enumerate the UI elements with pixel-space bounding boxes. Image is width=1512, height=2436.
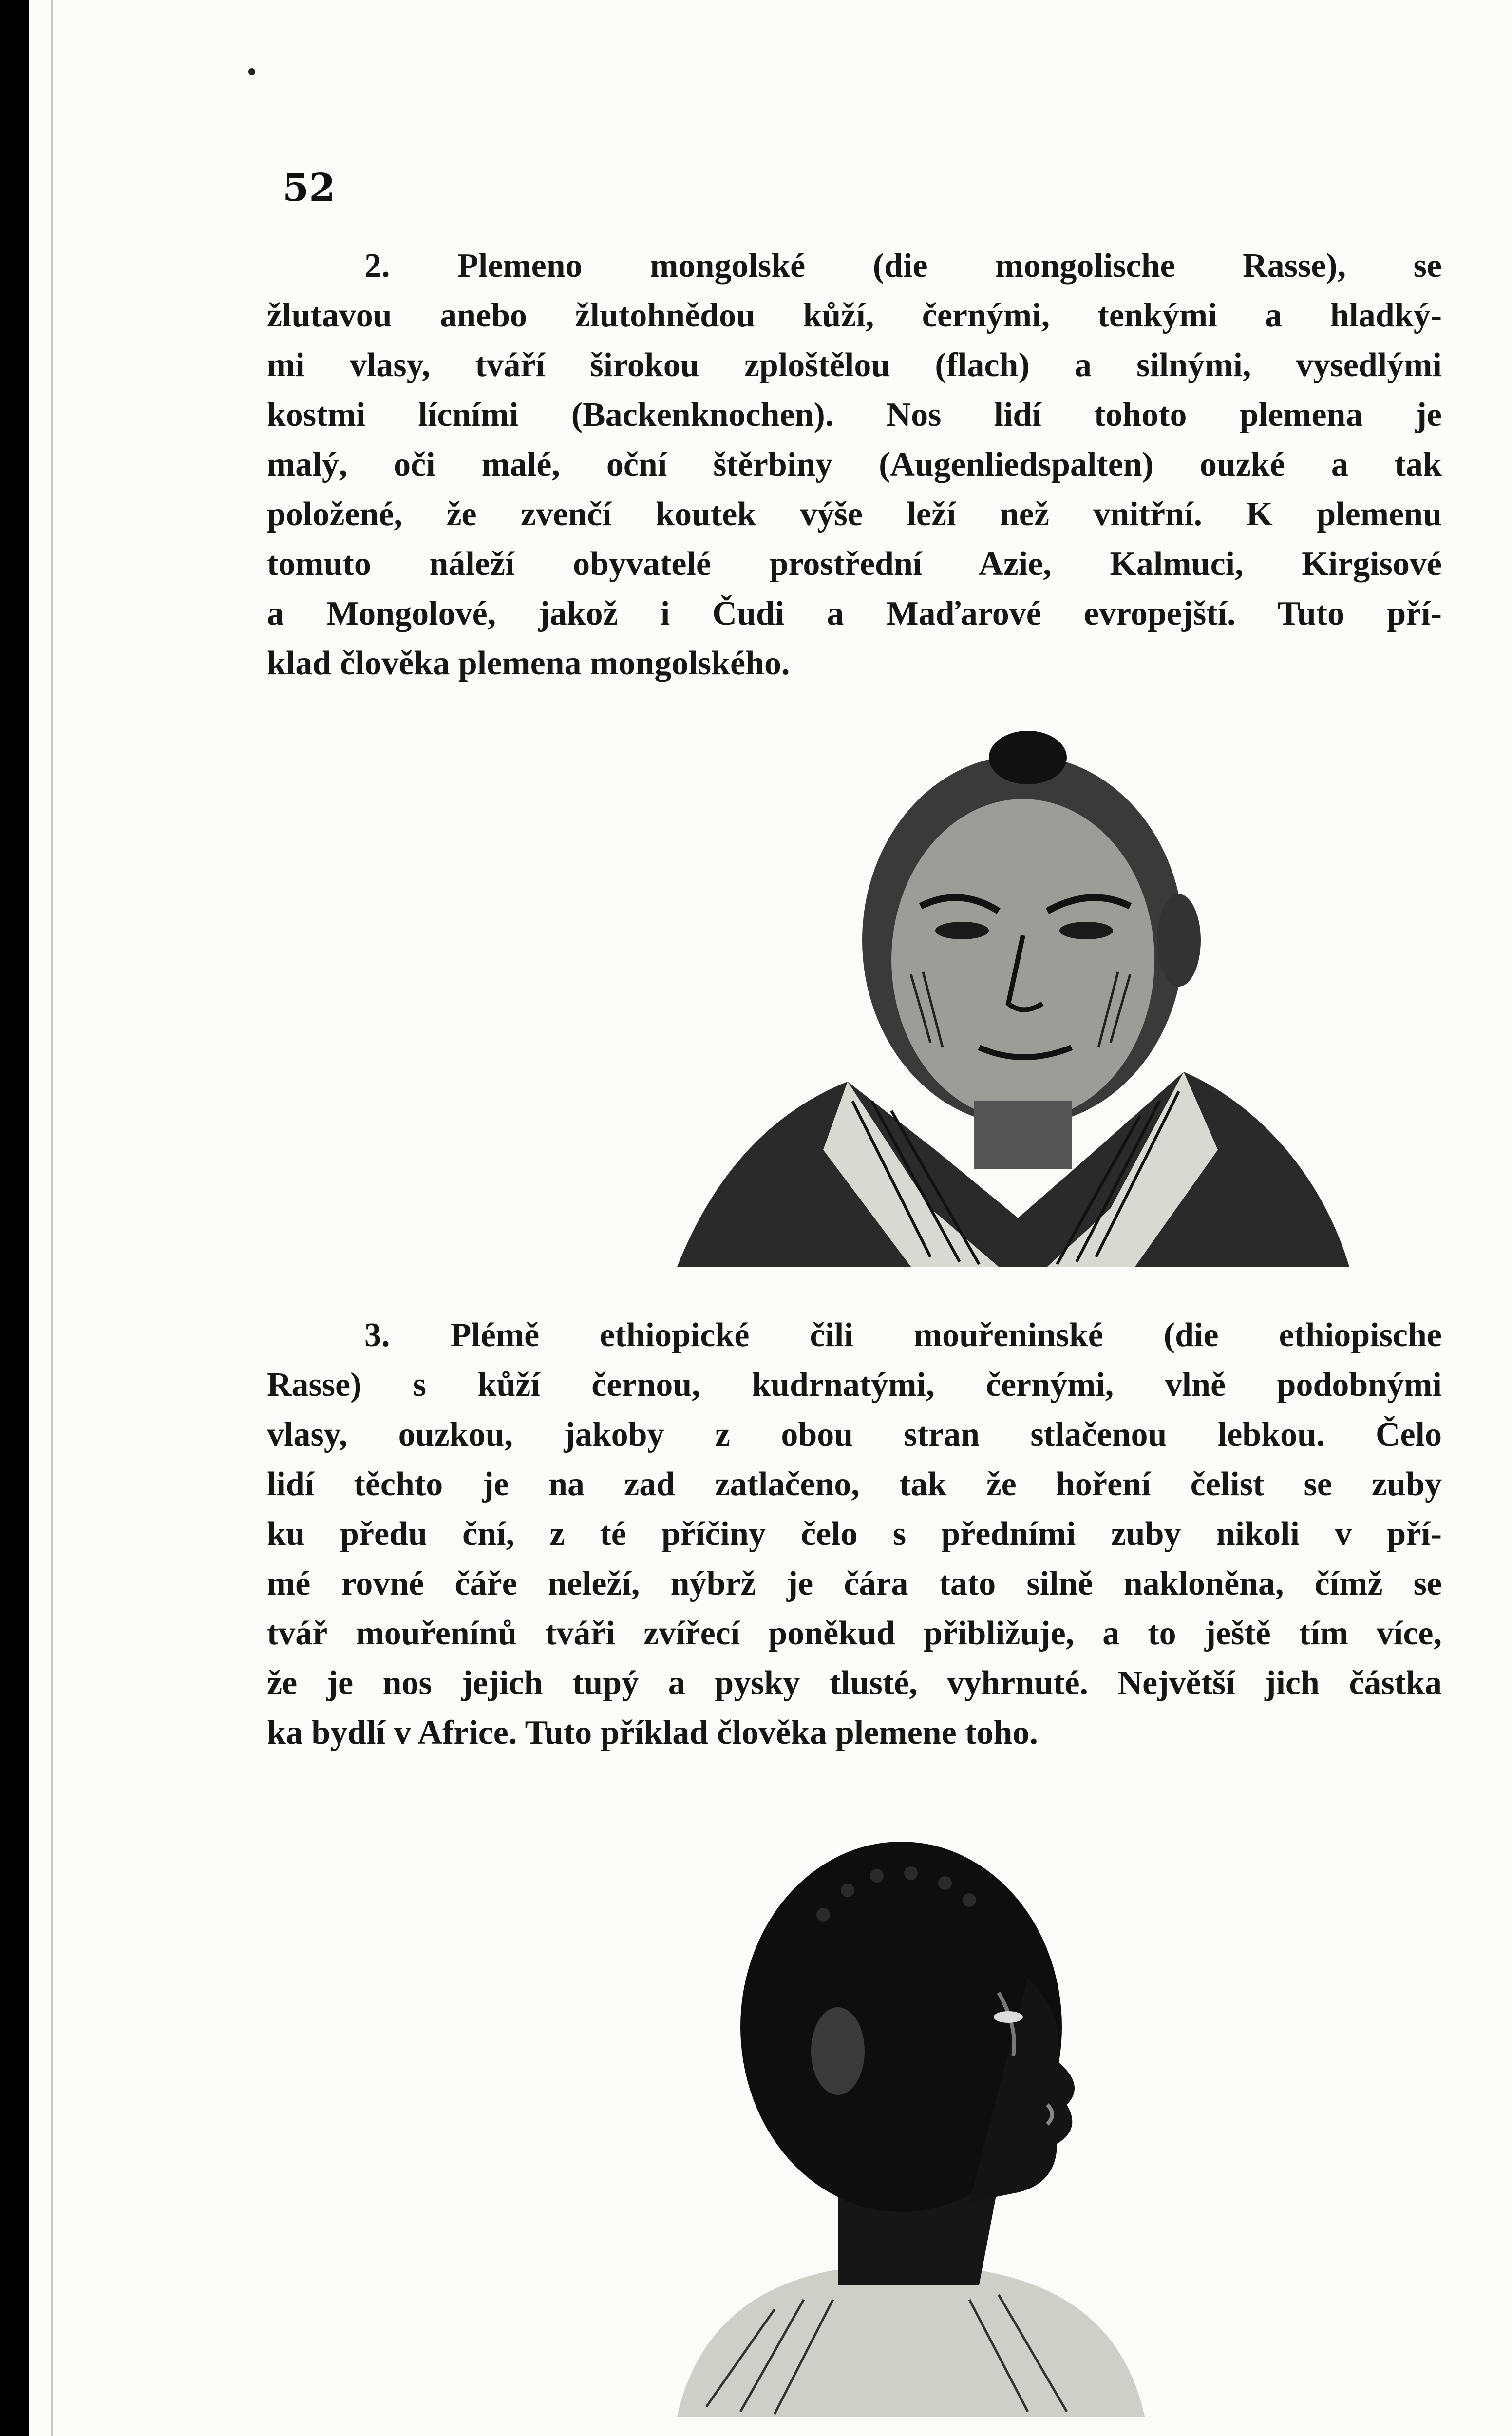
text-line: 2. Plemeno mongolské (die mongolische Rasse), se — [364, 247, 1442, 285]
text-line: tvář mouřenínů tváři zvířecí poněkud přibližuje, a to ještě tím více, — [267, 1615, 1442, 1652]
text-line: tomuto náleží obyvatelé prostřední Azie, Kalmuci, Kirgisové — [267, 545, 1442, 583]
text-line: mi vlasy, tváří širokou zploštělou (flach) a silnými, vysedlými — [267, 346, 1442, 384]
book-page — [29, 0, 1512, 2436]
text-line: lidí těchto je na zad zatlačeno, tak že hoření čelist se zuby — [267, 1465, 1442, 1503]
paragraph-mongolian — [267, 241, 1442, 688]
text-line: že je nos jejich tupý a pysky tlusté, vyhrnuté. Největší jich částka — [267, 1664, 1442, 1702]
page-edge-line — [51, 0, 53, 2436]
text-line: žlutavou anebo žlutohnědou kůží, černými, tenkými a hladký- — [267, 297, 1442, 334]
text-line: ku předu ční, z té příčiny čelo s předními zuby nikoli v pří- — [267, 1515, 1442, 1553]
ethiopian-portrait-engraving — [628, 1832, 1276, 2417]
text-line: 3. Plémě ethiopické čili mouřeninské (die ethiopische — [364, 1316, 1442, 1354]
text-line: Rasse) s kůží černou, kudrnatými, černými, vlně podobnými — [267, 1366, 1442, 1404]
text-line: klad člověka plemena mongolského. — [267, 645, 790, 682]
mongolian-portrait-engraving — [619, 731, 1388, 1286]
text-line: vlasy, ouzkou, jakoby z obou stran stlačenou lebkou. Čelo — [267, 1416, 1442, 1453]
text-line: položené, že zvenčí koutek výše leží než vnitřní. K plemenu — [267, 495, 1442, 533]
ink-speck — [248, 68, 255, 75]
text-line: malý, oči malé, oční štěrbiny (Augenliedspalten) ouzké a tak — [267, 446, 1442, 483]
text-line: mé rovné čáře neleží, nýbrž je čára tato silně nakloněna, čímž se — [267, 1565, 1442, 1602]
text-line: kostmi lícními (Backenknochen). Nos lidí tohoto plemena je — [267, 396, 1442, 434]
text-line: a Mongolové, jakož i Čudi a Maďarové evropejští. Tuto pří- — [267, 595, 1442, 632]
page-number: 52 — [283, 166, 336, 210]
paragraph-ethiopian — [267, 1311, 1442, 1758]
text-line: ka bydlí v Africe. Tuto příklad člověka plemene toho. — [267, 1714, 1038, 1751]
